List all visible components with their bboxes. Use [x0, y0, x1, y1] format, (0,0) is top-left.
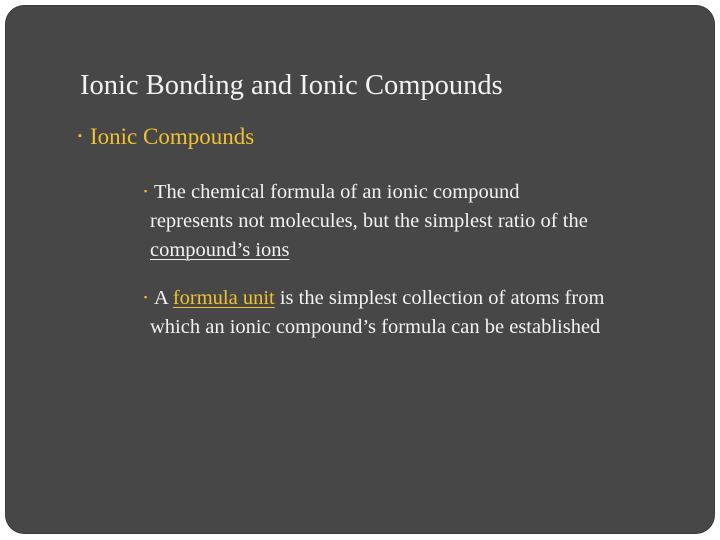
bullet-text-line2: represents not molecules, but the simplest ratio of the [150, 210, 588, 232]
bullet-text-line2: which an ionic compound’s formula can be established [150, 316, 601, 338]
bullet-icon: ▪ [144, 186, 148, 196]
bullet-chemical-formula [144, 177, 704, 265]
bullet-text-line1: The chemical formula of an ionic compound [154, 181, 520, 203]
bullet-icon: ▪ [144, 292, 148, 302]
slide [6, 6, 714, 533]
formula-unit-term: formula unit [172, 287, 275, 309]
bullet-text-post: is the simplest collection of atoms from [274, 287, 605, 309]
bullet-icon: ▪ [78, 130, 82, 142]
bullet-level1-text: Ionic Compounds [90, 124, 255, 149]
bullet-text-line3: compound’s ions [150, 239, 290, 261]
bullet-formula-unit [144, 283, 704, 342]
bullet-text-pre: A [154, 287, 173, 309]
slide-title: Ionic Bonding and Ionic Compounds [80, 70, 503, 101]
bullet-level1 [78, 124, 254, 150]
